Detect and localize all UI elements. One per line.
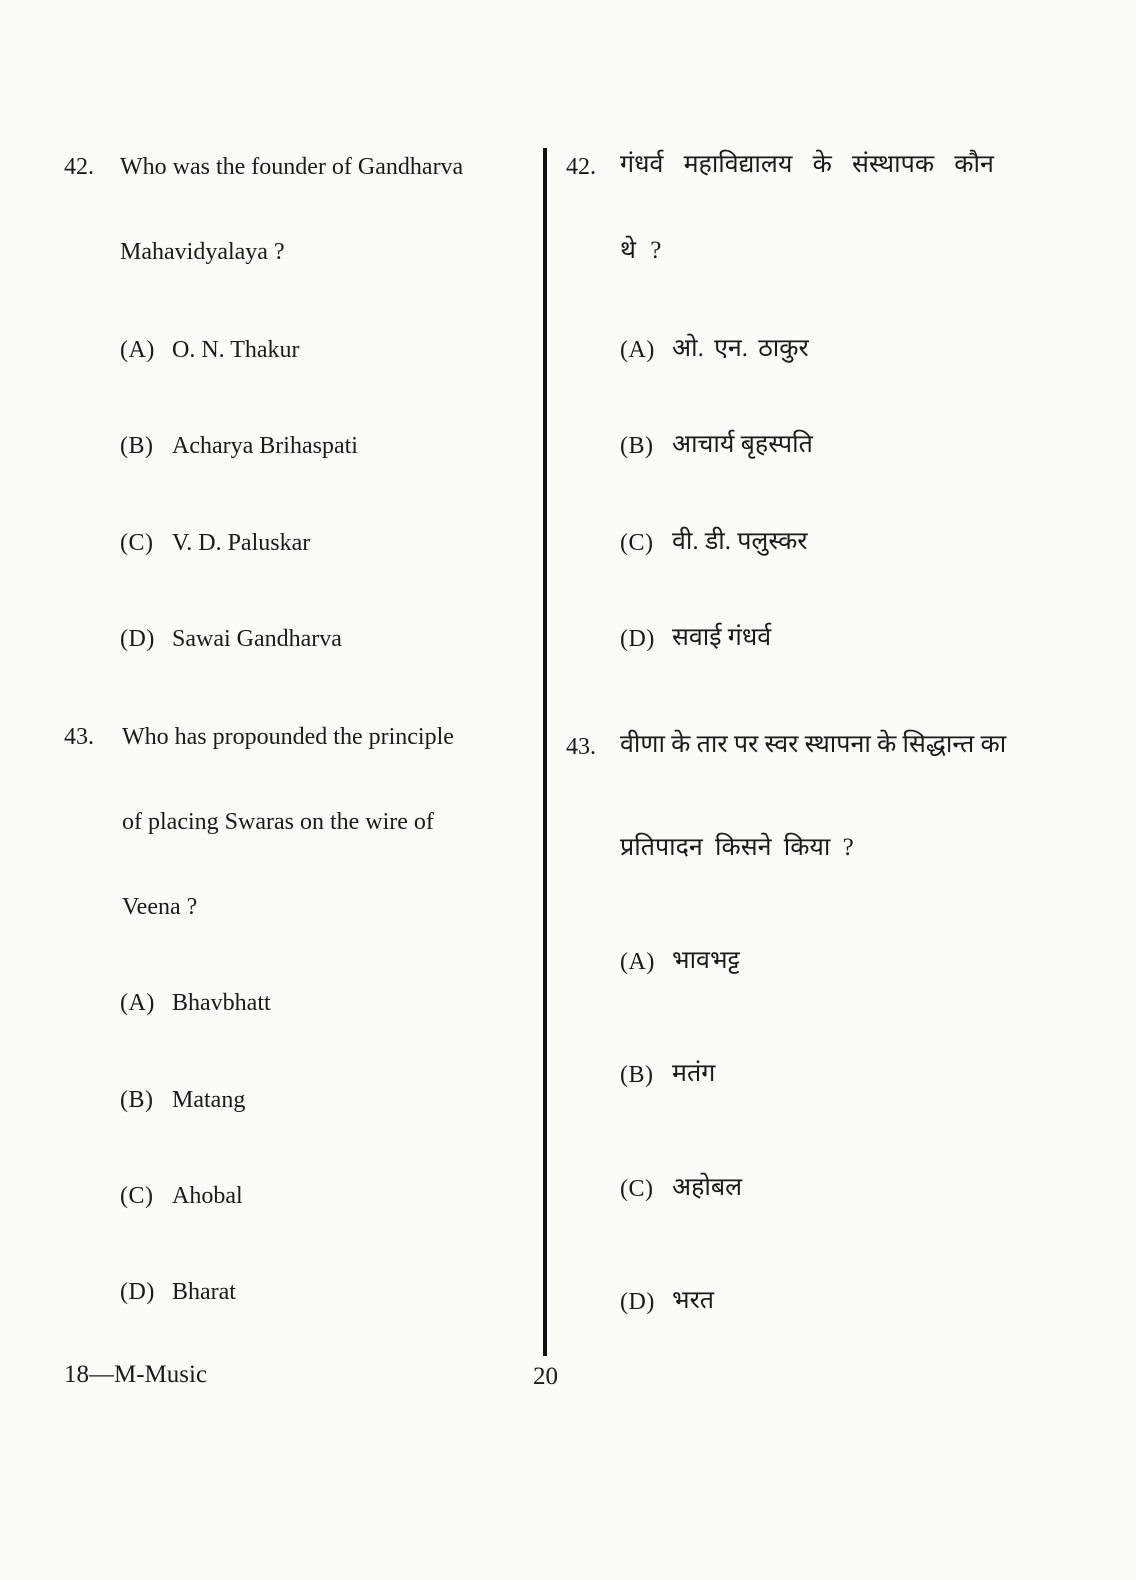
q43-en-option-a-label: (A) (120, 990, 155, 1016)
q42-hi-option-d-label: (D) (620, 626, 655, 652)
q43-en-text-line1: Who has propounded the principle (122, 724, 454, 750)
q43-hi-option-b-label: (B) (620, 1062, 654, 1088)
q42-hi-option-c-label: (C) (620, 530, 654, 556)
q42-en-option-d-text: Sawai Gandharva (172, 626, 342, 652)
q42-hi-option-d-text: सवाई गंधर्व (672, 624, 772, 651)
q43-hi-option-c-label: (C) (620, 1176, 654, 1202)
q42-hi-option-b-label: (B) (620, 433, 654, 459)
q43-en-option-b-text: Matang (172, 1087, 246, 1113)
q42-en-option-a-label: (A) (120, 337, 155, 363)
q42-hi-number: 42. (566, 154, 596, 180)
q43-en-option-d-label: (D) (120, 1279, 155, 1305)
q42-en-option-b-text: Acharya Brihaspati (172, 433, 358, 459)
q42-hi-option-b-text: आचार्य बृहस्पति (672, 431, 813, 458)
q43-en-option-c-text: Ahobal (172, 1183, 243, 1209)
q42-hi-option-a-text: ओ. एन. ठाकुर (672, 335, 809, 362)
q42-hi-text-line1: गंधर्व महाविद्यालय के संस्थापक कौन (620, 151, 994, 178)
q43-en-option-b-label: (B) (120, 1087, 154, 1113)
page-number: 20 (533, 1363, 558, 1390)
q43-hi-option-c-text: अहोबल (672, 1174, 743, 1201)
q42-hi-text-line2: थे ? (620, 237, 662, 264)
q42-en-option-d-label: (D) (120, 626, 155, 652)
q42-en-option-a-text: O. N. Thakur (172, 337, 300, 363)
q43-hi-number: 43. (566, 734, 596, 760)
q42-en-option-b-label: (B) (120, 433, 154, 459)
q42-hi-option-a-label: (A) (620, 337, 655, 363)
q42-hi-option-c-text: वी. डी. पलुस्कर (672, 528, 808, 555)
q43-hi-text-line2: प्रतिपादन किसने किया ? (620, 834, 854, 861)
q43-hi-option-b-text: मतंग (672, 1060, 716, 1087)
footer-code: 18—M-Music (64, 1361, 208, 1388)
q43-en-number: 43. (64, 724, 94, 750)
q43-hi-option-d-label: (D) (620, 1289, 655, 1315)
q42-en-number: 42. (64, 154, 94, 180)
q43-en-option-a-text: Bhavbhatt (172, 990, 271, 1016)
column-divider (543, 148, 547, 1356)
q43-en-option-c-label: (C) (120, 1183, 154, 1209)
q42-en-text-line1: Who was the founder of Gandharva (120, 154, 464, 180)
q43-en-text-line3: Veena ? (122, 894, 198, 920)
q43-hi-option-a-text: भावभट्ट (672, 947, 740, 974)
q43-en-option-d-text: Bharat (172, 1279, 236, 1305)
q43-en-text-line2: of placing Swaras on the wire of (122, 809, 434, 835)
q43-hi-option-a-label: (A) (620, 949, 655, 975)
q42-en-text-line2: Mahavidyalaya ? (120, 239, 285, 265)
q42-en-option-c-text: V. D. Paluskar (172, 530, 311, 556)
q43-hi-option-d-text: भरत (672, 1287, 715, 1314)
q43-hi-text-line1: वीणा के तार पर स्वर स्थापना के सिद्धान्त का (620, 731, 1007, 758)
q42-en-option-c-label: (C) (120, 530, 154, 556)
